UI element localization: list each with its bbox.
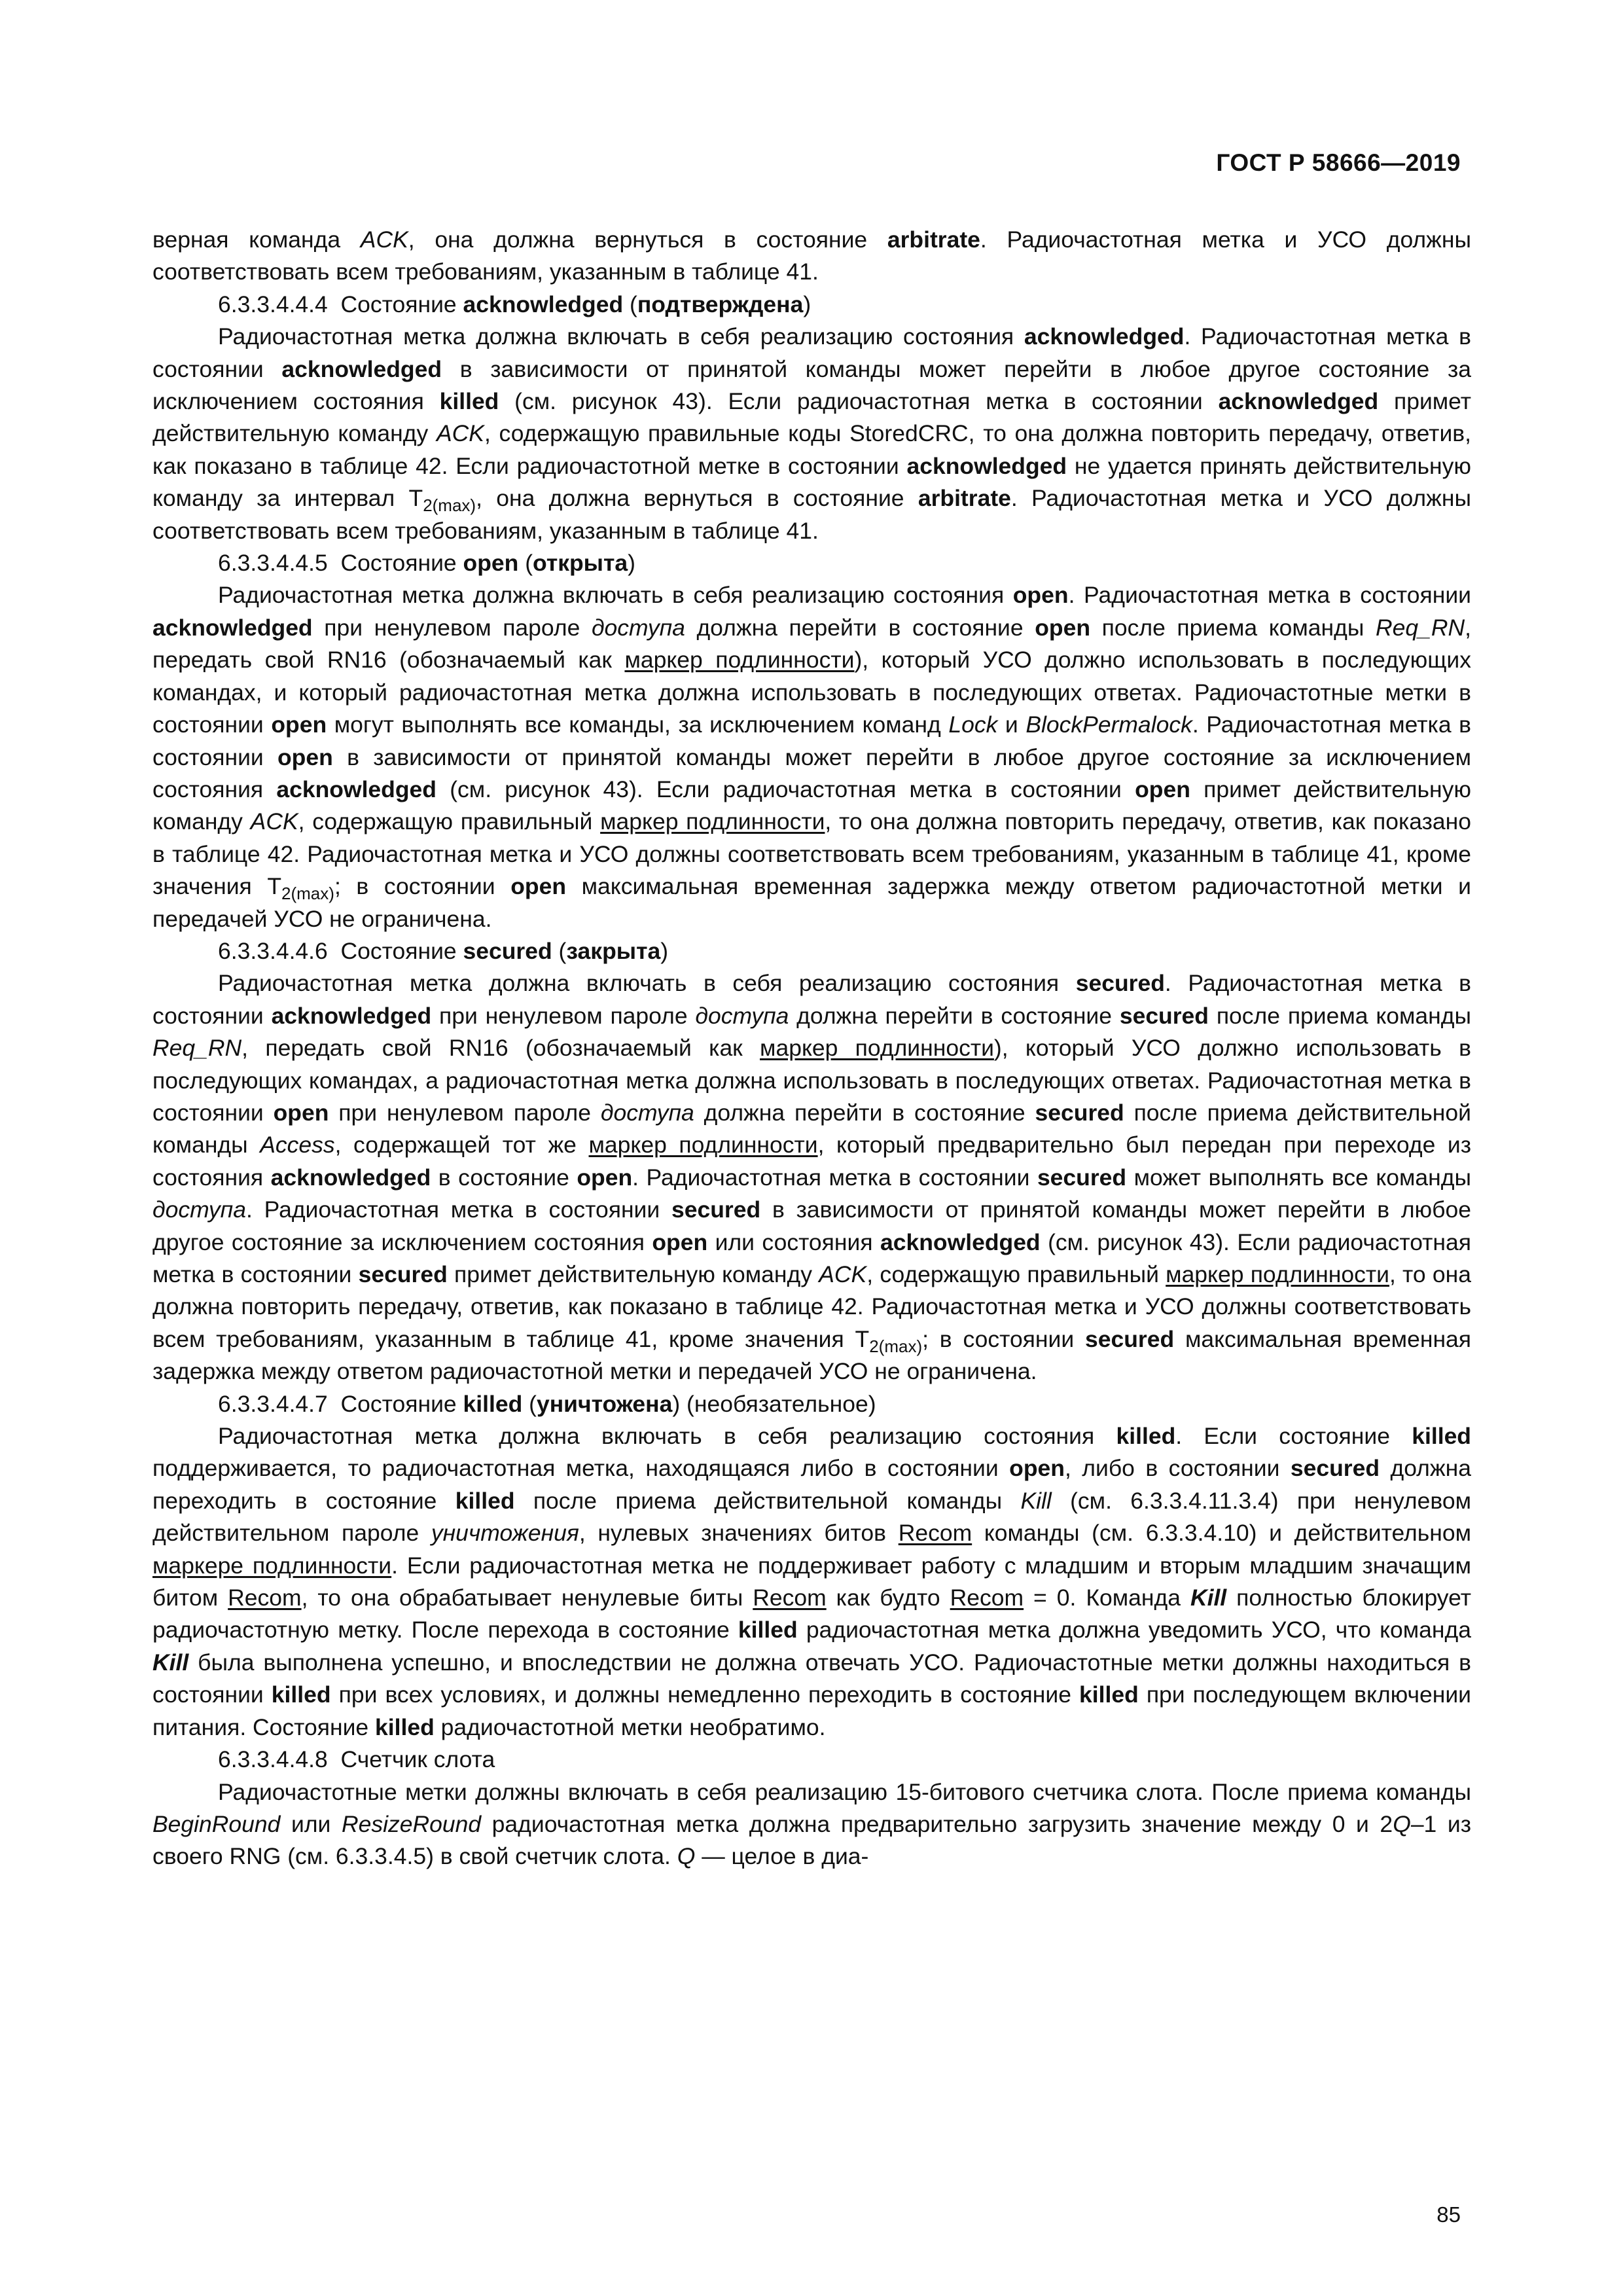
document-body bbox=[152, 224, 1471, 1873]
paragraph: Радиочастотная метка должна включать в себя реализацию состояния killed. Если состояние killed поддерживается, то радиочастотная метка, находящаяся либо в состоянии open, либо в состоянии secured должна переходить в состояние killed после приема действительной команды Kill (см. 6.3.3.4.11.3.4) при ненулевом действительном пароле уничтожения, нулевых значениях битов Recom команды (см. 6.3.3.4.10) и действительном маркере подлинности. Если радиочастотная метка не поддерживает работу с младшим и вторым младшим значащим битом Recom, то она обрабатывает ненулевые биты Recom как будто Recom = 0. Команда Kill полностью блокирует радиочастотную метку. После перехода в состояние killed радиочастотная метка должна уведомить УСО, что команда Kill была выполнена успешно, и впоследствии не должна отвечать УСО. Радиочастотные метки должны находиться в состоянии killed при всех условиях, и должны немедленно переходить в состояние killed при последующем включении питания. Состояние killed радиочастотной метки необратимо. bbox=[152, 1423, 1472, 1740]
paragraph: 6.3.3.4.4.5 Состояние open (открыта) bbox=[218, 550, 635, 577]
paragraph: Радиочастотная метка должна включать в себя реализацию состояния secured. Радиочастотная метка в состоянии acknowledged при ненулевом пароле доступа должна перейти в состояние secured после приема команды Req_RN, передать свой RN16 (обозначаемый как маркер подлинности), который УСО должно использовать в последующих командах, а радиочастотная метка должна использовать в последующих ответах. Радиочастотная метка в состоянии open при ненулевом пароле доступа должна перейти в состояние secured после приема действительной команды Access, содержащей тот же маркер подлинности, который предварительно был передан при переходе из состояния acknowledged в состояние open. Радиочастотная метка в состоянии secured может выполнять все команды доступа. Радиочастотная метка в состоянии secured в зависимости от принятой команды может перейти в любое другое состояние за исключением состояния open или состояния acknowledged (см. рисунок 43). Если радиочастотная метка в состоянии secured примет действительную команду ACK, содержащую правильный маркер подлинности, то она должна повторить передачу, ответив, как показано в таблице 42. Радиочастотная метка и УСО должны соответствовать всем требованиям, указанным в таблице 41, кроме значения $T_{2(max)}$; в состоянии secured максимальная временная задержка между ответом радиочастотной метки и передачей УСО не ограничена. bbox=[152, 970, 1472, 1385]
paragraph: 6.3.3.4.4.4 Состояние acknowledged (подтверждена) bbox=[218, 291, 812, 317]
paragraph: Радиочастотная метка должна включать в себя реализацию состояния open. Радиочастотная метка в состоянии acknowledged при ненулевом пароле доступа должна перейти в состояние open после приема команды Req_RN, передать свой RN16 (обозначаемый как маркер подлинности), который УСО должно использовать в последующих командах, и который радиочастотная метка должна использовать в последующих ответах. Радиочастотные метки в состоянии open могут выполнять все команды, за исключением команд Lock и BlockPermalock. Радиочастотная метка в состоянии open в зависимости от принятой команды может перейти в любое другое состояние за исключением состояния acknowledged (см. рисунок 43). Если радиочастотная метка в состоянии open примет действительную команду ACK, содержащую правильный маркер подлинности, то она должна повторить передачу, ответив, как показано в таблице 42. Радиочастотная метка и УСО должны соответствовать всем требованиям, указанным в таблице 41, кроме значения $T_{2(max)}$; в состоянии open максимальная временная задержка между ответом радиочастотной метки и передачей УСО не ограничена. bbox=[152, 582, 1472, 932]
paragraph: верная команда ACK, она должна вернуться в состояние arbitrate. Радиочастотная метка и УСО должны соответствовать всем требованиям, указанным в таблице 41. bbox=[152, 226, 1471, 285]
page-number: 85 bbox=[1436, 2202, 1461, 2227]
paragraph: 6.3.3.4.4.6 Состояние secured (закрыта) bbox=[218, 937, 669, 964]
paragraph: Радиочастотная метка должна включать в себя реализацию состояния acknowledged. Радиочастотная метка в состоянии acknowledged в зависимости от принятой команды может перейти в любое другое состояние за исключением состояния killed (см. рисунок 43). Если радиочастотная метка в состоянии acknowledged примет действительную команду ACK, содержащую правильные коды StoredCRC, то она должна повторить передачу, ответив, как показано в таблице 42. Если радиочастотной метке в состоянии acknowledged не удается принять действительную команду за интервал $T_{2(max)}$, она должна вернуться в состояние arbitrate. Радиочастотная метка и УСО должны соответствовать всем требованиям, указанным в таблице 41. bbox=[152, 323, 1472, 544]
paragraph: 6.3.3.4.4.8 Счетчик слота bbox=[218, 1746, 495, 1773]
paragraph: 6.3.3.4.4.7 Состояние killed (уничтожена) (необязательное) bbox=[218, 1390, 876, 1417]
document-header: ГОСТ Р 58666—2019 bbox=[1216, 149, 1461, 176]
paragraph: Радиочастотные метки должны включать в себя реализацию 15-битового счетчика слота. После приема команды BeginRound или ResizeRound радиочастотная метка должна предварительно загрузить значение между 0 и 2Q–1 из своего RNG (см. 6.3.3.4.5) в свой счетчик слота. Q — целое в диа- bbox=[152, 1778, 1471, 1870]
